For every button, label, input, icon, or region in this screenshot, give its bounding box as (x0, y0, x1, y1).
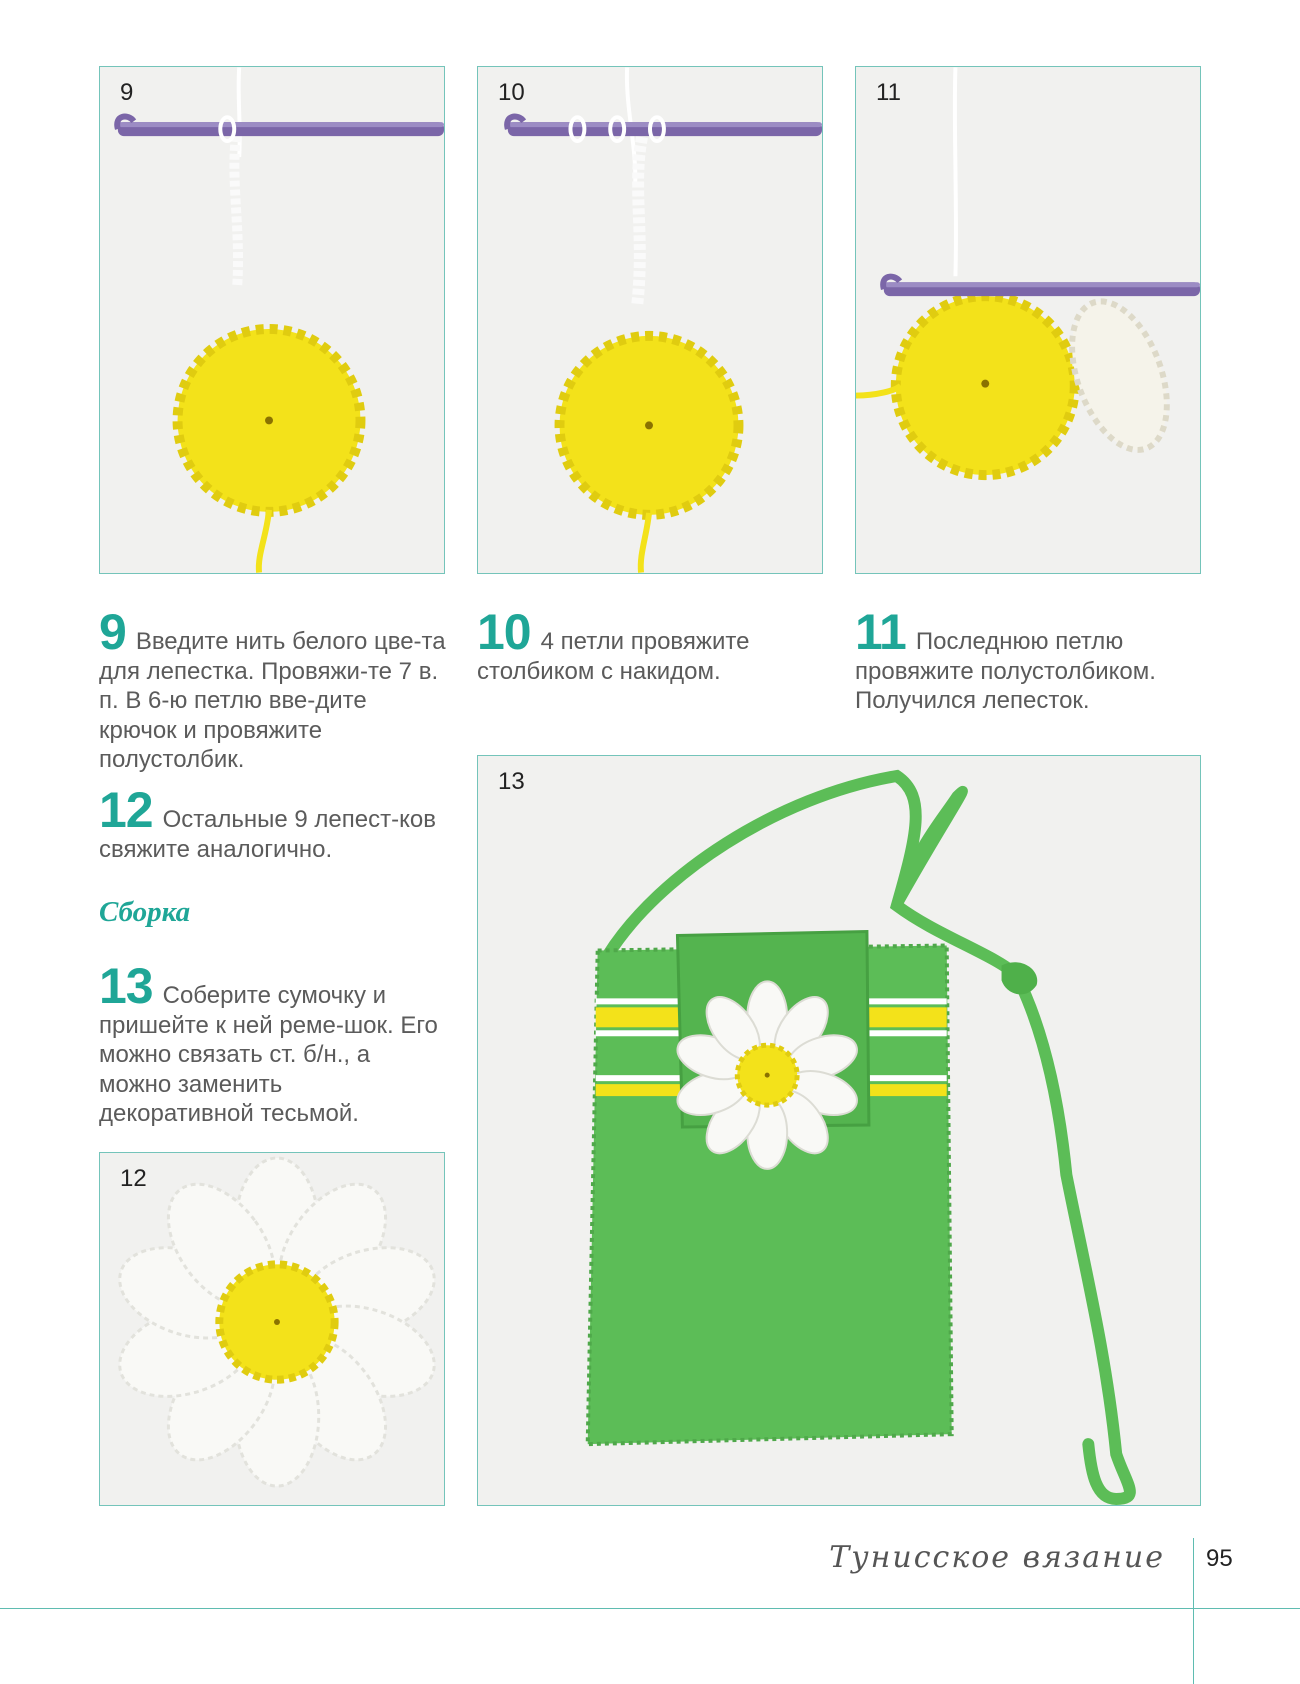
footer-divider (1193, 1538, 1194, 1684)
step-description: 4 петли провяжите столбиком с накидом. (477, 628, 750, 685)
photo-number: 11 (876, 79, 901, 106)
step-number: 10 (477, 604, 531, 660)
step-description: Последнюю петлю провяжите полустолбиком. Получился лепесток. (855, 628, 1156, 714)
crochet-hook-loops-image (478, 67, 822, 573)
photo-step-9 (99, 66, 445, 574)
crochet-petal-image (856, 67, 1200, 573)
photo-step-11 (855, 66, 1201, 574)
photo-step-10 (477, 66, 823, 574)
photo-step-12 (99, 1152, 445, 1506)
step-description: Соберите сумочку и пришейте к ней реме-шок. Его можно связать ст. б/н., а можно заменить декоративной тесьмой. (99, 982, 438, 1127)
step-10-text (477, 604, 797, 686)
step-number: 13 (99, 958, 153, 1014)
step-12-text (99, 782, 439, 864)
green-bag-image (478, 756, 1200, 1505)
step-11-text (855, 604, 1205, 716)
step-number: 9 (99, 604, 126, 660)
crochet-circle-hook-image (100, 67, 444, 573)
running-title: Тунисское вязание (829, 1540, 1165, 1575)
step-description: Остальные 9 лепест-ков свяжите аналогично. (99, 806, 436, 863)
photo-number: 13 (498, 768, 525, 795)
step-description: Введите нить белого цве-та для лепестка. Провяжи-те 7 в. п. В 6-ю петлю вве-дите крючок и провяжите полустолбик. (99, 628, 446, 773)
step-13-text (99, 958, 439, 1129)
step-9-text (99, 604, 449, 775)
step-number: 11 (855, 604, 906, 660)
photo-number: 10 (498, 79, 525, 106)
photo-step-13 (477, 755, 1201, 1506)
daisy-flower-image (100, 1153, 444, 1505)
page-number: 95 (1206, 1545, 1233, 1572)
photo-number: 12 (120, 1165, 147, 1192)
photo-number: 9 (120, 79, 134, 106)
step-number: 12 (99, 782, 153, 838)
section-heading-assembly: Сборка (99, 896, 191, 928)
footer-rule (0, 1608, 1300, 1609)
